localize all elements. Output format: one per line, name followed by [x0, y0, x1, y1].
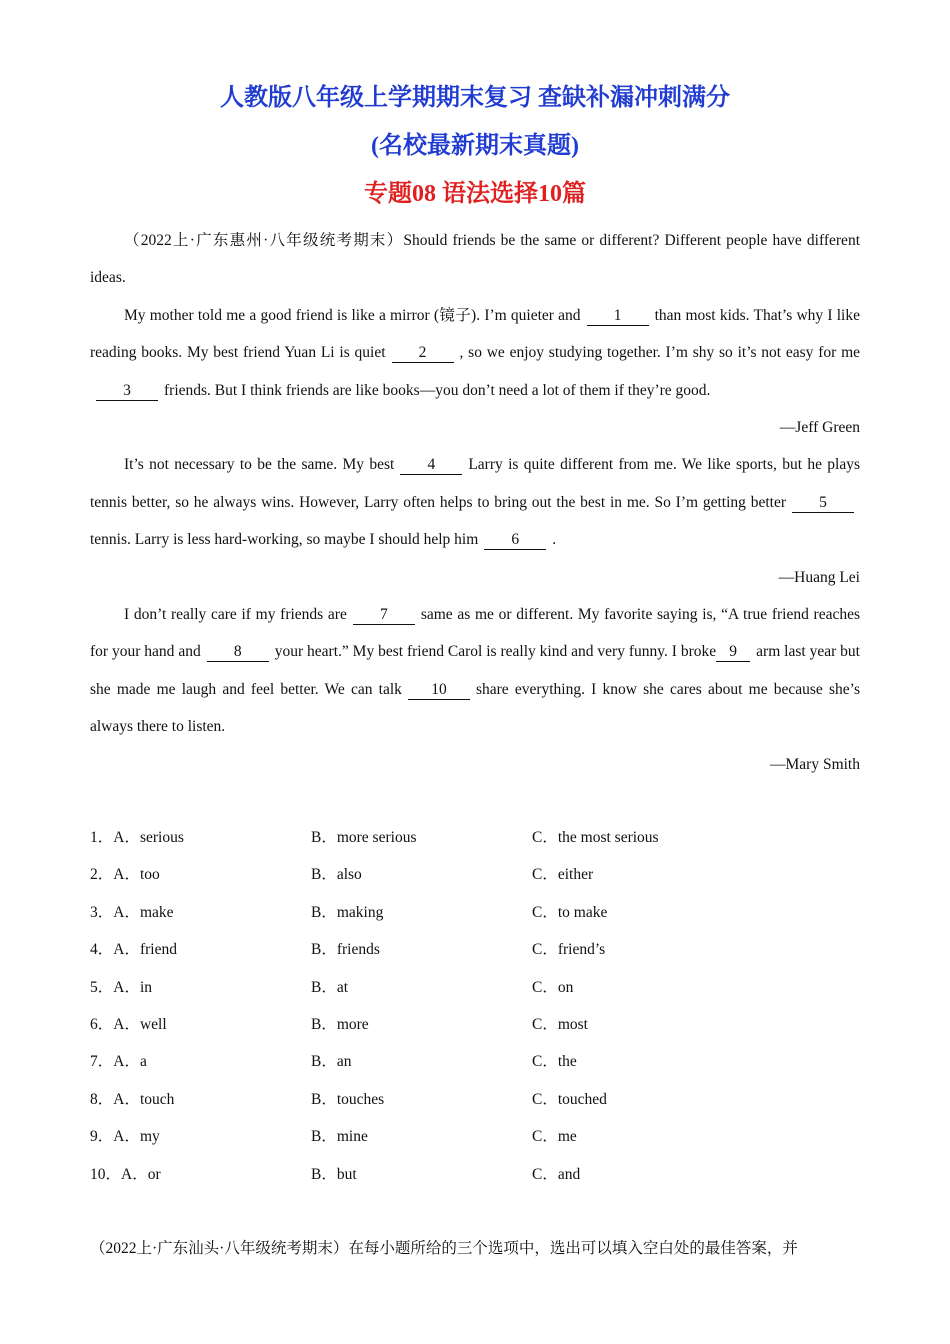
passage-text: tennis. Larry is less hard-working, so maybe I should help him: [90, 531, 479, 549]
option-c: C．touched: [532, 1090, 607, 1108]
option-row: [90, 819, 860, 856]
blank-8: 8: [207, 643, 269, 662]
option-row: [90, 1081, 860, 1118]
author-signature: —Huang Lei: [778, 568, 860, 586]
reading-passage: [90, 222, 860, 783]
option-row: [90, 1043, 860, 1080]
author-signature: —Mary Smith: [770, 755, 860, 773]
option-a: 9．A．my: [90, 1128, 160, 1146]
passage-text: .: [552, 531, 557, 549]
option-b: B．but: [311, 1165, 357, 1183]
passage-text: It’s not necessary to be the same. My best: [124, 456, 395, 474]
option-b: B．friends: [311, 941, 380, 959]
option-b: B．also: [311, 866, 362, 884]
passage-text: than most kids. That’s why I like reading books. My best friend Yuan Li is quiet: [90, 306, 860, 362]
option-c: C．the most serious: [532, 829, 659, 846]
passage-text: friends. But I think friends are like books—you don’t need a lot of them if they’re good.: [164, 381, 711, 399]
passage-text: same as me or different. My favorite saying is, “A true friend reaches for your hand and: [90, 606, 860, 661]
option-a: 1．A．serious: [90, 829, 184, 846]
option-row: [90, 969, 860, 1006]
passage-text: arm last year but she made me laugh and feel better. We can talk: [90, 643, 860, 698]
option-a: 8．A．touch: [90, 1090, 175, 1108]
passage-text: share everything. I know she cares about me because she’s always there to listen.: [90, 680, 861, 736]
option-b: B．making: [311, 903, 384, 921]
passage-intro: （2022上·广东惠州·八年级统考期末）Should friends be the same or different? Different people have different ideas.: [90, 232, 860, 287]
option-c: C．either: [532, 866, 594, 884]
passage-paragraph-2: [90, 446, 860, 558]
passage-text: your heart.” My best friend Carol is really kind and very funny. I broke: [274, 643, 717, 661]
blank-2: 2: [392, 344, 454, 363]
option-a: 7．A．a: [90, 1053, 147, 1071]
option-a: 5．A．in: [90, 978, 153, 996]
blank-7: 7: [353, 606, 415, 625]
option-b: B．an: [311, 1053, 352, 1071]
passage-text: I don’t really care if my friends are: [124, 606, 347, 624]
passage-text: Larry is quite different from me. We like sports, but he plays tennis better, so he always wins. However, Larry often helps to bring out the best in me. So I’m getting better: [90, 456, 860, 511]
option-row: [90, 1118, 860, 1155]
next-passage-intro: （2022上·广东汕头·八年级统考期末）在每小题所给的三个选项中，选出可以填入空白处的最佳答案，并: [90, 1240, 798, 1257]
author-signature: —Jeff Green: [779, 419, 860, 437]
option-a: 10．A．or: [90, 1165, 161, 1183]
option-b: B．at: [311, 978, 349, 996]
option-c: C．to make: [532, 903, 608, 921]
blank-9: 9: [716, 643, 750, 662]
option-a: 6．A．well: [90, 1015, 167, 1033]
option-b: B．more serious: [311, 829, 417, 846]
option-c: C．me: [532, 1128, 577, 1146]
passage-text: , so we enjoy studying together. I’m shy so it’s not easy for me: [459, 344, 860, 362]
option-row: [90, 1006, 860, 1043]
option-b: B．touches: [311, 1090, 385, 1108]
blank-3: 3: [96, 382, 158, 401]
option-a: 2．A．too: [90, 866, 160, 884]
option-a: 3．A．make: [90, 903, 174, 921]
blank-5: 5: [792, 494, 854, 513]
blank-6: 6: [484, 531, 546, 550]
option-b: B．mine: [311, 1128, 368, 1146]
option-c: C．friend’s: [532, 941, 606, 959]
blank-4: 4: [400, 456, 462, 475]
option-row: [90, 856, 860, 893]
answer-options: [90, 819, 860, 1193]
option-c: C．and: [532, 1165, 581, 1183]
passage-text: My mother told me a good friend is like a mirror (镜子). I’m quieter and: [124, 306, 581, 324]
option-c: C．most: [532, 1015, 588, 1033]
document-subtitle: (名校最新期末真题): [371, 133, 579, 159]
option-c: C．the: [532, 1053, 577, 1071]
blank-1: 1: [587, 307, 649, 326]
option-row: [90, 1156, 860, 1193]
passage-paragraph-1: [90, 297, 860, 409]
option-c: C．on: [532, 978, 574, 996]
option-row: [90, 894, 860, 931]
option-a: 4．A．friend: [90, 941, 177, 959]
option-b: B．more: [311, 1015, 369, 1033]
option-row: [90, 931, 860, 968]
document-title: 人教版八年级上学期期末复习 查缺补漏冲刺满分: [220, 85, 730, 111]
topic-heading: 专题08 语法选择10篇: [364, 181, 586, 207]
blank-10: 10: [408, 681, 470, 700]
passage-paragraph-3: [90, 596, 860, 746]
